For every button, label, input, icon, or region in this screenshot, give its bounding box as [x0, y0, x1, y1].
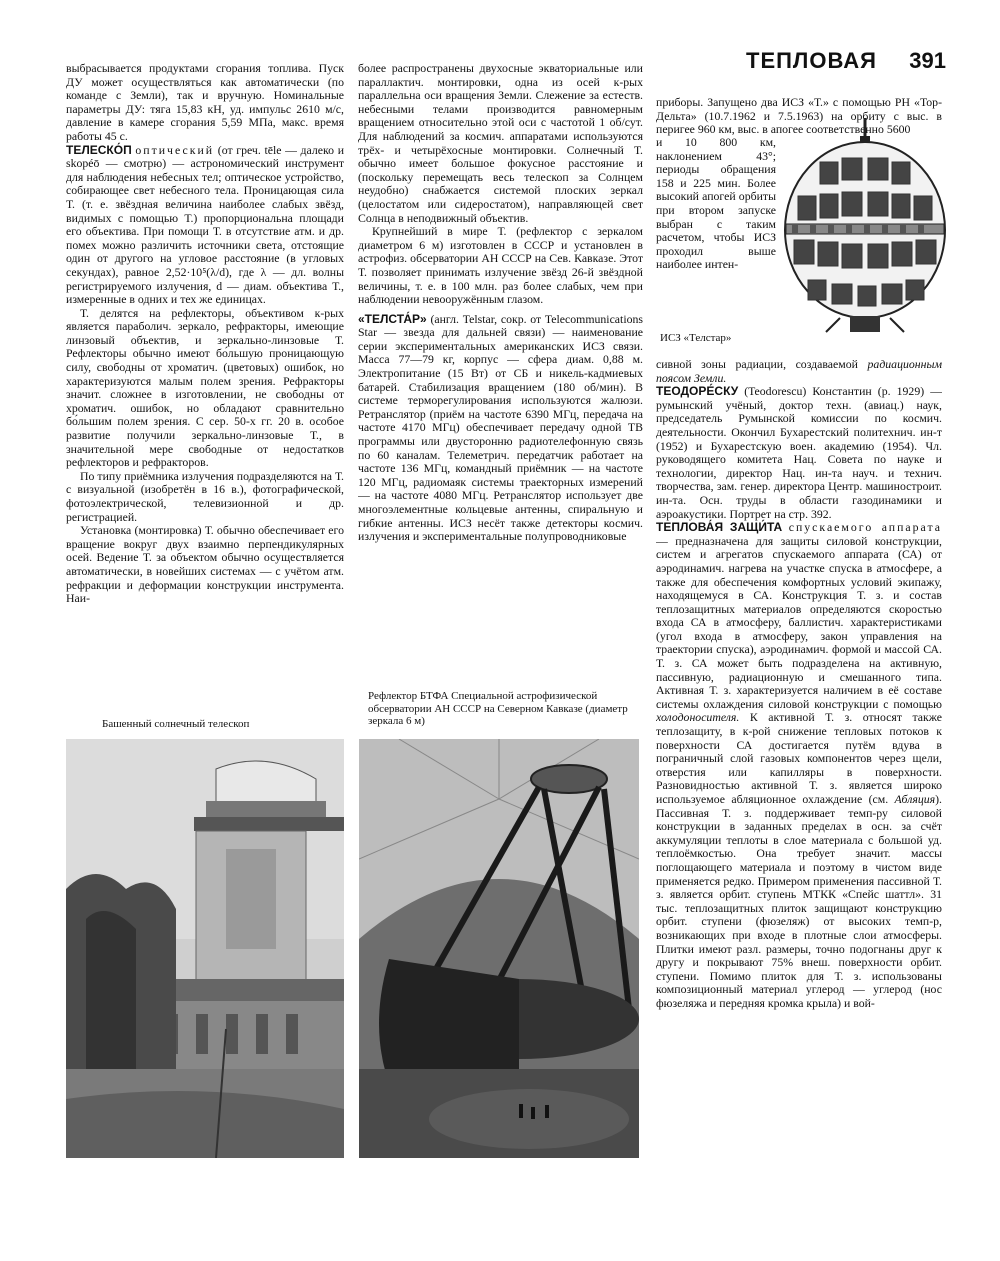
- column-3-narrow: [656, 136, 776, 330]
- header-word: ТЕПЛОВАЯ: [746, 48, 877, 73]
- italic-ref: Абляция: [894, 792, 936, 806]
- tower-telescope-caption: Башенный солнечный телескоп: [102, 718, 250, 730]
- paragraph: более распространены двухосные экваториальные или параллактич. монтировки, одна из осей к-рых параллельна оси вращения Земли. Слежение за естеств. небесными телами производится равномерным вращением относительно этой оси с частотой 1 об/сут. Для наблюдений за космич. аппаратами используются трёх- и четырёхосные монтировки. Солнечный Т. обычно имеет большое фокусное расстояние и (поскольку перемещать весь телескоп за Солнцем неудобно) снабжается системой плоских зеркал (целостатом или сидеростатом), направляющей свет Солнца в неподвижный объектив.: [358, 62, 643, 225]
- paragraph: [656, 358, 942, 385]
- column-2: [358, 62, 643, 674]
- paragraph: Т. делятся на рефлекторы, объективом к-рых является параболич. зеркало, рефракторы, имеющие линзовый объектив, и зеркально-линзовые Т. Рефлекторы обычно имеют бо́льшую проницающую силу, свободны от хроматич. (цветовых) ошибок, но характеризуются малым полем зрения. Рефракторы значит. сложнее в изготовлении, не свободны от хроматич. ошибок, но обладают сравнительно бо́льшим полем зрения. С сер. 50-х гг. 20 в. особое развитие получили зеркально-линзовые Т., в значительной мере свободные от недостатков рефлекторов и рефракторов.: [66, 305, 344, 470]
- paragraph: Крупнейший в мире Т. (рефлектор с зеркалом диаметром 6 м) изготовлен в СССР и установлен в астрофиз. обсерватории АН СССР на Сев. Кавказе. Этот Т. позволяет принимать излучение звёзд 26-й звёздной величины, т. е. в 100 млн. раз более слабых, чем при наблюдении невооружённым глазом.: [358, 224, 643, 307]
- italic-ref: радиационным поясом Земли.: [656, 358, 942, 385]
- tower-telescope-image: [66, 739, 344, 1158]
- entry-term-spaced: оптический: [135, 142, 215, 157]
- telstar-satellite-illustration: [780, 118, 950, 348]
- entry-term: «ТЕЛСТА́Р»: [358, 311, 427, 326]
- entry-heat-shield: [656, 521, 942, 1010]
- text: сивной зоны радиации, создаваемой: [656, 358, 858, 371]
- page-number: 391: [909, 48, 946, 73]
- italic-ref: холодоносителя.: [656, 710, 740, 725]
- paragraph: По типу приёмника излучения подразделяются на Т. с визуальной (изобретён в 16 в.), фотографической, фотоэлектрической, телевизионной и др. регистрацией.: [66, 468, 344, 524]
- reflector-telescope-photo: [359, 739, 639, 1158]
- reflector-image: [359, 739, 639, 1158]
- paragraph: выбрасывается продуктами сгорания топлива. Пуск ДУ может осуществляться как автоматически (по команде с Земли), так и вручную. Номинальные параметры ДУ: тяга 15,83 кН, уд. импульс 2610 м/с, давление в камере сгорания 5,59 МПа, макс. время работы 45 с.: [66, 62, 344, 143]
- entry-telescope: [66, 144, 344, 307]
- paragraph: и 10 800 км, наклонением 43°; периоды обращения 158 и 225 мин. Более высокий апогей орбиты при втором запуске выбран с таким расчетом, чтобы ИСЗ проходил выше наиболее интен-: [656, 136, 776, 272]
- entry-text: (англ. Telstar, сокр. от Telecommunications Star — звезда для дальней связи) — наименование серии экспериментальных американских ИСЗ связи. Масса 77—79 кг, корпус — сфера диам. 0,88 м. Электропитание (15 Вт) от СБ и никель-кадмиевых батарей. Стабилизация вращением (180 об/мин). В системе терморегулирования используются жалюзи. Ретранслятор (приём на частоте 6390 МГц, передача на частоте 4170 МГц) обеспечивает передачу одной ТВ программы или двусторонню радиотелефонную связь по 60 каналам. Телеметрич. передатчик работает на частоте 136 МГц, командный приёмник — на частоте 120 МГц, радиомаяк системы траекторных измерений — на частоте 4080 МГц. Ретранслятор использует две многоэлементные кольцевые антенны, спиральную и гибкие антенны. ИСЗ несёт также детекторы космич. излучения и экспериментальные полупроводниковые: [358, 311, 643, 544]
- entry-term: ТЕПЛОВА́Я ЗАЩИ́ТА: [656, 520, 783, 535]
- tower-telescope-photo: [66, 739, 344, 1158]
- entry-text: — предназначена для защиты силовой конструкции, систем и агрегатов спускаемого аппарата (СА) от аэродинамич. нагрева на участке спуска в атмосфере, а также для обеспечения комфортных условий экипажу, находящемуся в СА. Конструкция Т. з. и состав теплозащитных материалов определяются скоростью входа СА в атмосферу, баллистич. характеристиками (угол входа в атмосферу, закон управления на траектории спуска), аэродинамич. формой и массой СА. Т. з. СА может быть подразделена на активную, пассивную, радиационную и смешанного типа. Активная Т. з. характеризуется наличием в её составе системы охлаждения силовой конструкции с помощью: [656, 533, 942, 711]
- entry-term-spaced: спускаемого аппарата: [788, 520, 942, 535]
- satellite-caption: ИСЗ «Телстар»: [660, 332, 732, 344]
- entry-text: (Teodorescu) Константин (р. 1929) — румынский учёный, доктор техн. (авиац.) наук, председатель Румынской комиссии по космич. деятельности. Окончил Бухарестский политехнич. ин-т (1952) и Бухарестскую воен. академию (1954). Чл. руководящего комитета Нац. Совета по науке и технологии, директор Нац. ин-та науч. и технич. творчества, зам. генер. директора Центр. машиностроит. ин-та. Осн. труды в области газодинамики и аэроакустики. Портрет на стр. 392.: [656, 384, 942, 521]
- column-3: [656, 358, 942, 1158]
- running-header: [746, 48, 946, 88]
- entry-term: ТЕЛЕСКО́П: [66, 142, 132, 157]
- column-1: [66, 62, 344, 708]
- reflector-caption: Рефлектор БТФА Специальной астрофизической обсерватории АН СССР на Северном Кавказе (диаметр зеркала 6 м): [368, 690, 628, 727]
- entry-text: (от греч. tēle — далеко и skopéō — смотрю) — астрономический инструмент для наблюдения небесных тел; оптическое устройство, собирающее свет небесного тела. Проницающая сила Т. (т. е. звёздная величина наиболее слабых звёзд, видимых с помощью Т.) пропорциональна площади его объектива. При помощи Т. в отсутствие атм. и др. помех можно различить источники света, отстоящие один от другого на угловое расстояние (в угловых секундах), равное 2,52·10⁵(λ/d), где λ — дл. волны регистрируемого излучения, d — диам. объектива Т., измеренные в одних и тех же единицах.: [66, 142, 344, 307]
- entry-telstar: [358, 313, 643, 544]
- paragraph: Установка (монтировка) Т. обычно обеспечивает его вращение вокруг двух взаимно перпендикулярных осей. Ведение Т. за объектом обычно осуществляется автоматически, в новейших системах — с учётом атм. рефракции и деформации конструкции инструмента. Наи-: [66, 523, 344, 606]
- entry-teodorescu: [656, 385, 942, 521]
- entry-term: ТЕОДОРЕ́СКУ: [656, 384, 739, 399]
- entry-text: ). Пассивная Т. з. поддерживает темп-ру силовой конструкции в заданных пределах в осн. за счёт аккумуляции теплоты в слое материала с большой уд. теплоёмкостью. Она требует значит. массы поглощающего материала и поэтому в чистом виде применяется редко. Примером применения пассивной Т. з. является орбит. ступень МТКК «Спейс шаттл». 31 тыс. теплозащитных плиток защищают конструкцию орбит. ступени (фюзеляж) от высоких темп-р, возникающих при входе в плотные слои атмосферы. Плитки имеют разл. размеры, точно подогнаны друг к другу и покрывают 75% внеш. поверхности орбит. ступени. Помимо плиток для Т. з. использованы композиционный материал углерод — углерод (нос фюзеляжа и передняя кромка крыла) и вой-: [656, 792, 942, 1010]
- paragraph: приборы. Запущено два ИСЗ «Т.» с помощью РН «Тор-Дельта» (10.7.1962 и 7.5.1963) на орбиту с выс. в перигее 960 км, выс. в апогее соответственно 5600: [656, 96, 942, 136]
- entry-text: К активной Т. з. относят также теплозащиту, в к-рой снижение тепловых потоков к поверхности СА достигается путём вдува в пограничный слой газовых компонентов через щели, отверстия или капилляры в поверхности. Разновидностью активной Т. з. является широко используемое абляционное охлаждение (см.: [656, 710, 942, 806]
